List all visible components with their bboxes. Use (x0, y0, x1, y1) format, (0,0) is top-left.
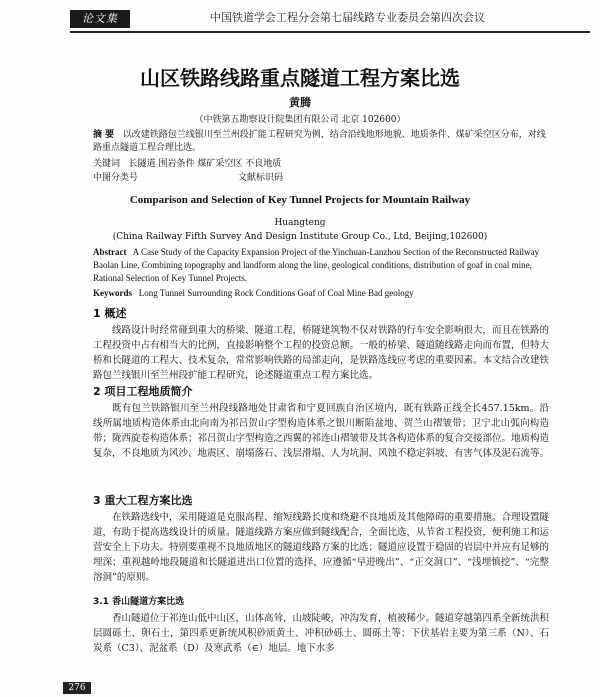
class-number-label: 中图分类号 (93, 173, 139, 183)
section-2-heading: 2 项目工程地质简介 (93, 385, 193, 398)
keywords-en-label: Keywords (93, 288, 132, 298)
keywords-cn-label: 关键词 (93, 159, 121, 169)
section-3-body: 在铁路选线中，采用隧道是克服高程、缩短线路长度和绕避不良地质及其他障碍的重要措施。合理设置隧道，有助于提高选线设计的质量。隧道线路方案应做到隧线配合，全面比选，从节省工程投资，便利施工和运营安全上下功夫。特别要重视不良地质地区的隧道线路方案的比选；隧道应设置于稳固的岩层中并应有足够的埋深；重视越岭地段隧道和长隧道进出口位置的选择，应遵循“早进晚出”、“正交洞口”、“浅埋慎挖”、“完整溶洞”的原则。 (93, 512, 550, 583)
section-1-heading: 1 概述 (93, 307, 127, 320)
affiliation-en: (China Railway Fifth Survey And Design Institute Group Co., Ltd, Beijing,102600) (112, 232, 488, 242)
subsection-3-1-heading: 3.1 香山隧道方案比选 (93, 597, 185, 607)
keywords-en-text: Long Tunnel Surrounding Rock Conditions Goaf of Coal Mine Bad geology (138, 288, 414, 298)
keywords-cn (93, 158, 549, 171)
journal-logo: 论文集 (70, 10, 130, 28)
author-cn: 黄腾 (289, 96, 311, 109)
doc-code-label: 文献标识码 (238, 173, 284, 183)
section-2-body: 既有包兰铁路银川至兰州段线路地处甘肃省和宁夏回族自治区境内，既有铁路正线全长457.15km。沿线所属地质构造体系由北向南为祁吕贺山字型构造体系之银川断陷盆地、贺兰山褶皱带；卫宁北山弧向构造带；陇西旋卷构造体系；祁吕贺山字型构造之西翼的祁连山褶皱带及其各构造体系的复合交接部位。地质构造复杂，不良地质为风沙、地震区、崩塌落石、浅层滑塌、人为坑洞、风蚀不稳定斜坡、有害气体及泥石流等。 (93, 403, 550, 459)
abstract-cn-label: 摘 要 (93, 130, 115, 140)
paper-title-cn: 山区铁路线路重点隧道工程方案比选 (140, 66, 460, 90)
abstract-en (93, 246, 549, 285)
paper-title-en: Comparison and Selection of Key Tunnel Projects for Mountain Railway (129, 194, 471, 206)
header-rule (70, 31, 590, 33)
abstract-cn-text: 以改建铁路包兰线银川至兰州段扩能工程研究为例，结合沿线地形地貌、地质条件、煤矿采空区分布，对线路重点隧道工程合理比选。 (93, 130, 546, 153)
abstract-cn (93, 129, 549, 155)
running-header-title: 中国铁道学会工程分会第七届线路专业委员会第四次会议 (210, 11, 485, 24)
abstract-en-text: A Case Study of the Capacity Expansion Project of the Yinchuan-Lanzhou Section of the Reconstructed Railway Baolan Line, Combining topography and landform along the line, geological conditions, distribution of goaf in coal mine, Rational Selection of Key Tunnel Projects. (93, 247, 540, 283)
keywords-cn-text: 长隧道 围岩条件 煤矿采空区 不良地质 (128, 159, 282, 169)
section-3-heading: 3 重大工程方案比选 (93, 494, 193, 507)
page-number: 276 (63, 682, 91, 694)
keywords-en (93, 287, 549, 300)
subsection-3-1-body: 香山隧道位于祁连山低中山区，山体高耸，山坡陡峻，冲沟发育，植被稀少。隧道穿越第四系全新统洪积层圆砾土、卵石土，第四系更新统风积砂质黄土、冲积砂砾土、圆砾土等；下伏基岩主要为第三系（N）、石炭系（C3）、泥盆系（D）及寒武系（∈）地层。地下水多 (93, 613, 550, 654)
classification-cn (93, 172, 549, 185)
section-1-body: 线路设计时经常碰到重大的桥梁、隧道工程，桥隧建筑物不仅对铁路的行车安全影响很大，而且在铁路的工程投资中占有相当大的比例，直接影响整个工程的投资总额。一般的桥梁、隧道随线路走向而布置，但特大桥和长隧道的工程大、技术复杂，常常影响铁路的局部走向，是铁路选线应考虑的重要因素。本文结合改建铁路包兰线银川至兰州段扩能工程研究，论述隧道重点工程方案比选。 (93, 325, 550, 381)
abstract-en-label: Abstract (93, 247, 127, 257)
author-en: Huangteng (274, 218, 326, 228)
affiliation-cn: （中铁第五勘察设计院集团有限公司 北京 102600） (194, 115, 406, 125)
